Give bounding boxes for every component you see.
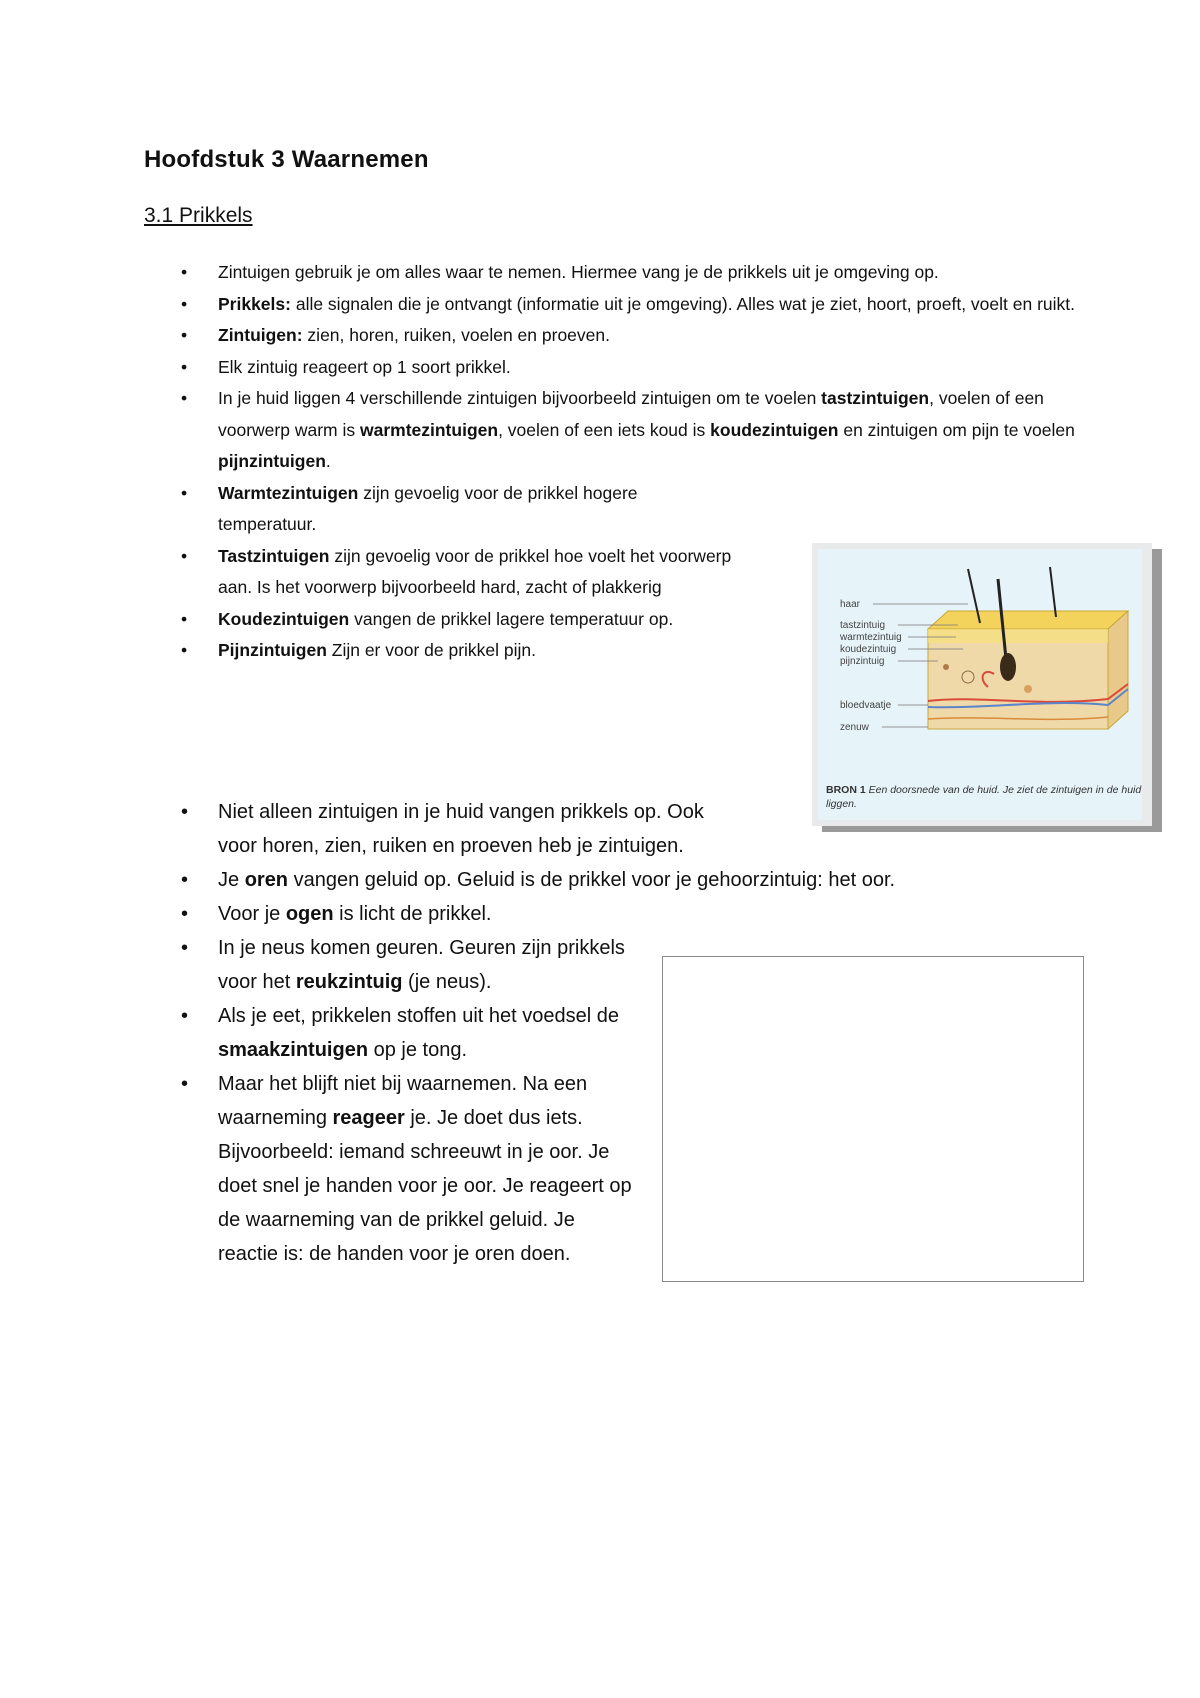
list-item: • Pijnzintuigen Zijn er voor de prikkel pijn. [144, 635, 1118, 667]
skin-top-surface [928, 611, 1128, 629]
list-item: • Voor je ogen is licht de prikkel. [144, 897, 1004, 931]
list-item: • Maar het blijft niet bij waarnemen. Na een waarneming reageer je. Je doet dus iets. Bijvoorbeeld: iemand schreeuwt in je oor. Je doet snel je handen voor je oor. Je reageert op de waarneming van de prikkel geluid. Je reactie is: de handen voor je oren doen. [144, 1067, 638, 1271]
epidermis-layer [928, 629, 1108, 643]
skin-front-face [928, 629, 1108, 729]
list-item: • Je oren vangen geluid op. Geluid is de prikkel voor je gehoorzintuig: het oor. [144, 863, 1118, 897]
list-item: • Koudezintuigen vangen de prikkel lagere temperatuur op. [144, 604, 1118, 636]
list-item: • Als je eet, prikkelen stoffen uit het voedsel de smaakzintuigen op je tong. [144, 999, 638, 1067]
label-cold: koudezintuig [840, 644, 897, 655]
skin-cross-section-illustration [818, 549, 1142, 779]
figure-caption: BRON 1 Een doorsnede van de huid. Je ziet de zintuigen in de huid liggen. [826, 784, 1142, 810]
empty-image-placeholder [662, 956, 1084, 1282]
skin-diagram-panel [818, 549, 1142, 820]
list-item: • Tastzintuigen zijn gevoelig voor de prikkel hoe voelt het voorwerp aan. Is het voorwerp bijvoorbeeld hard, zacht of plakkerig [144, 541, 738, 604]
list-item: • Niet alleen zintuigen in je huid vangen prikkels op. Ook voor horen, zien, ruiken en proeven heb je zintuigen. [144, 795, 708, 863]
list-item: • Zintuigen: zien, horen, ruiken, voelen en proeven. [144, 320, 1084, 352]
label-touch: tastzintuig [840, 620, 886, 631]
label-pain: pijnzintuig [840, 656, 885, 667]
list-item: • In je neus komen geuren. Geuren zijn prikkels voor het reukzintuig (je neus). [144, 931, 638, 999]
label-warmth: warmtezintuig [840, 632, 902, 643]
receptor [1024, 685, 1032, 693]
list-item: • Elk zintuig reageert op 1 soort prikkel. [144, 352, 1084, 384]
receptor [943, 664, 949, 670]
hair-strand [1050, 567, 1056, 617]
list-item: • Prikkels: alle signalen die je ontvangt (informatie uit je omgeving). Alles wat je ziet, hoort, proeft, voelt en ruikt. [144, 289, 1084, 321]
label-hair: haar [840, 599, 861, 610]
list-item: • Zintuigen gebruik je om alles waar te nemen. Hiermee vang je de prikkels uit je omgeving op. [144, 257, 1084, 289]
label-nerve: zenuw [840, 722, 869, 733]
section-title: 3.1 Prikkels [144, 204, 253, 227]
hair-root [1000, 653, 1016, 681]
label-vessel: bloedvaatje [840, 700, 892, 711]
skin-diagram-figure [812, 543, 1152, 826]
list-item: • In je huid liggen 4 verschillende zintuigen bijvoorbeeld zintuigen om te voelen tastzintuigen, voelen of een voorwerp warm is warmtezintuigen, voelen of een iets koud is koudezintuigen en zintuigen om pijn te voelen pijnzintuigen. [144, 383, 1084, 478]
skin-side-face [1108, 611, 1128, 729]
chapter-title: Hoofdstuk 3 Waarnemen [144, 146, 429, 173]
list-item: • Warmtezintuigen zijn gevoelig voor de prikkel hogere temperatuur. [144, 478, 738, 541]
